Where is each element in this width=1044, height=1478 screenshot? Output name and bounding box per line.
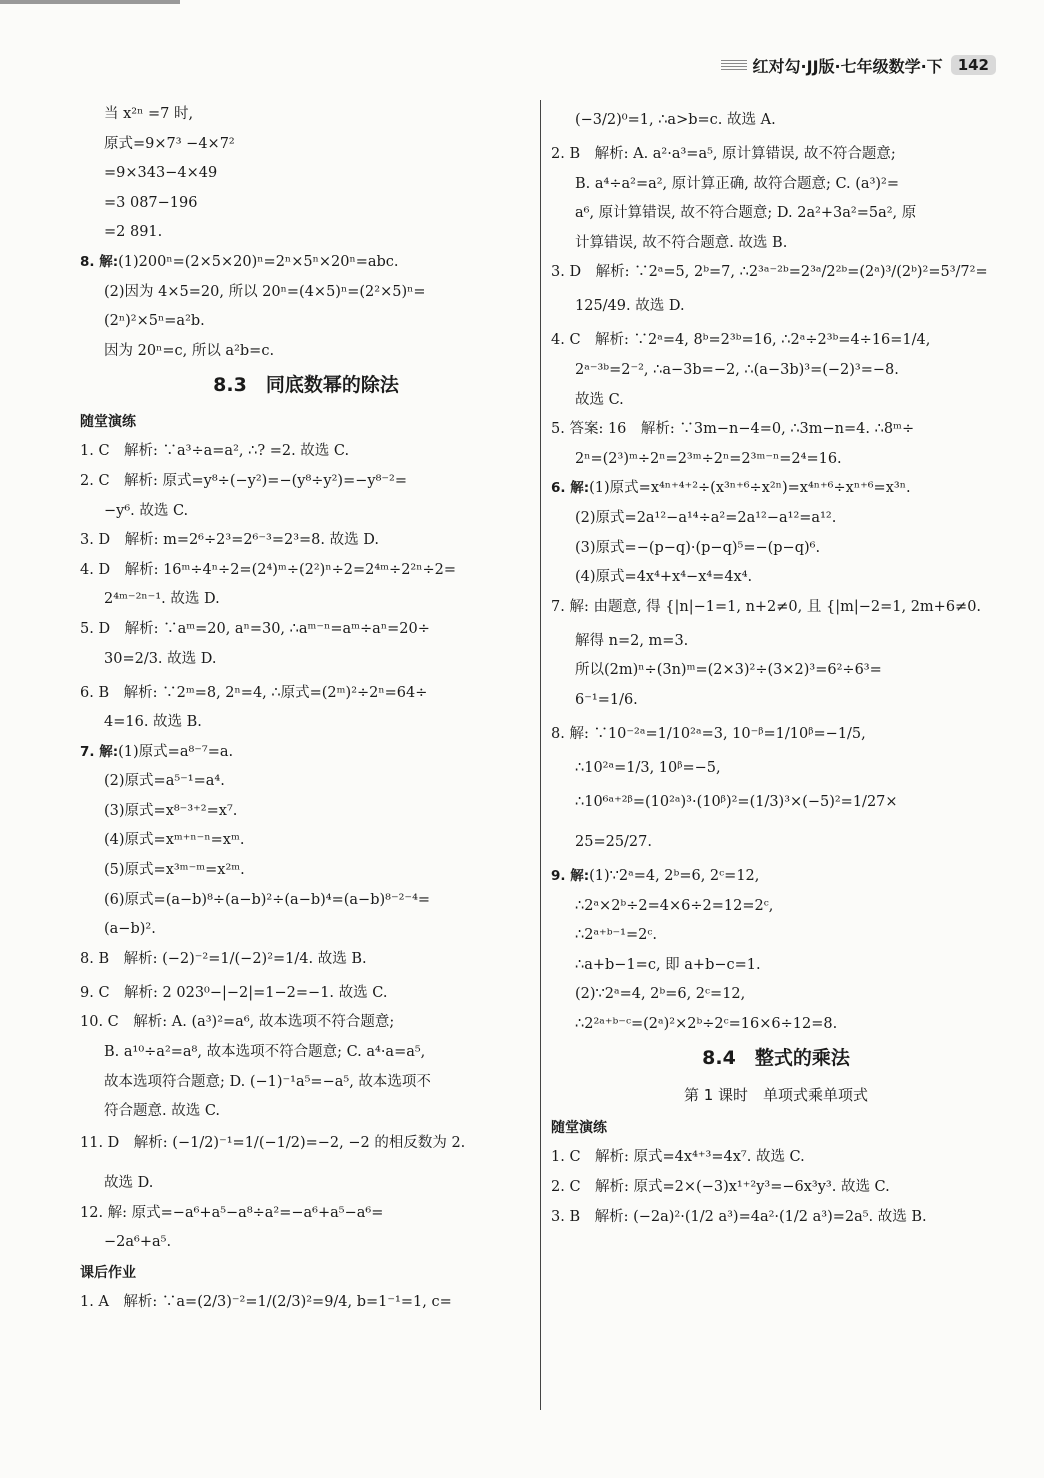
answer-line: 3. B 解析: (−2a)²·(1/2 a³)=4a²·(1/2 a³)=2a⁵. 故选 B. — [551, 1208, 927, 1225]
text-line: 当 x²ⁿ =7 时, — [104, 106, 194, 122]
answer-line: −y⁶. 故选 C. — [104, 502, 189, 519]
answer-line: (a−b)². — [104, 921, 156, 938]
answer-line: 30=2/3. 故选 D. — [104, 650, 217, 667]
answer-line: 4. C 解析: ∵2ᵃ=4, 8ᵇ=2³ᵇ=16, ∴2ᵃ÷2³ᵇ=4÷16=1/4, — [551, 332, 931, 349]
answer-line: 6. B 解析: ∵2ᵐ=8, 2ⁿ=4, ∴原式=(2ᵐ)²÷2ⁿ=64÷ — [80, 684, 428, 701]
answer-line: 8. 解: ∵10⁻²ᵃ=1/10²ᵃ=3, 10⁻ᵝ=1/10ᵝ=−1/5, — [551, 725, 866, 742]
q8-label: 8. 解: — [80, 253, 119, 270]
answer-line: 故选 D. — [104, 1175, 154, 1192]
answer-line: (−3/2)⁰=1, ∴a>b=c. 故选 A. — [575, 112, 776, 128]
answer-line: 2. C 解析: 原式=y⁸÷(−y²)=−(y⁸÷y²)=−y⁸⁻²= — [80, 472, 407, 489]
answer-line: 12. 解: 原式=−a⁶+a⁵−a⁸÷a²=−a⁶+a⁵−a⁶= — [80, 1204, 384, 1221]
answer-line: 5. D 解析: ∵aᵐ=20, aⁿ=30, ∴aᵐ⁻ⁿ=aᵐ÷aⁿ=20÷ — [80, 620, 430, 637]
answer-line: (4)原式=4x⁴+x⁴−x⁴=4x⁴. — [575, 569, 753, 586]
answer-line: 10. C 解析: A. (a³)²=a⁶, 故本选项不符合题意; — [80, 1014, 395, 1031]
header-lines-icon — [721, 60, 747, 70]
answer-line: 2ᵃ⁻³ᵇ=2⁻², ∴a−3b=−2, ∴(a−3b)³=(−2)³=−8. — [575, 361, 899, 378]
answer-line: 7. 解: 由题意, 得 {|n|−1=1, n+2≠0, 且 {|m|−2=1, 2m+6≠0. — [551, 598, 982, 615]
right-column — [551, 104, 1001, 1236]
q9-label: 9. 解: — [551, 867, 590, 884]
answer-line: (2)原式=2a¹²−a¹⁴÷a²=2a¹²−a¹²=a¹². — [575, 509, 837, 526]
lesson-title: 第 1 课时 单项式乘单项式 — [683, 1086, 869, 1105]
subsection-heading: 随堂演练 — [80, 414, 136, 431]
answer-line: 2⁴ᵐ⁻²ⁿ⁻¹. 故选 D. — [104, 591, 220, 608]
answer-line: ∴2ᵃ×2ᵇ÷2=4×6÷2=12=2ᶜ, — [575, 897, 774, 914]
answer-line: 25=25/27. — [575, 833, 652, 850]
answer-line: (2)∵2ᵃ=4, 2ᵇ=6, 2ᶜ=12, — [575, 986, 746, 1003]
answer-line: ∴2²ᵃ⁺ᵇ⁻ᶜ=(2ᵃ)²×2ᵇ÷2ᶜ=16×6÷12=8. — [575, 1015, 838, 1032]
q7-line — [80, 742, 532, 762]
answer-line: 8. B 解析: (−2)⁻²=1/(−2)²=1/4. 故选 B. — [80, 950, 367, 967]
answer-line: 1. A 解析: ∵a=(2/3)⁻²=1/(2/3)²=9/4, b=1⁻¹=1, c= — [80, 1294, 452, 1310]
scan-top-mark — [0, 0, 180, 4]
q7-label: 7. 解: — [80, 743, 119, 760]
q6-label: 6. 解: — [551, 480, 590, 497]
answer-line: 125/49. 故选 D. — [575, 298, 685, 315]
answer-line: ∴10⁶ᵃ⁺²ᵝ=(10²ᵃ)³·(10ᵝ)²=(1/3)³×(−5)²=1/27× — [575, 793, 898, 810]
section-title-8-4: 8.4 整式的乘法 — [702, 1047, 850, 1070]
q7-text: (1)原式=a⁸⁻⁷=a. — [118, 743, 234, 760]
answer-line: 9. C 解析: 2 023⁰−|−2|=1−2=−1. 故选 C. — [80, 984, 388, 1001]
answer-line: 2. C 解析: 原式=2×(−3)x¹⁺²y³=−6x³y³. 故选 C. — [551, 1179, 890, 1196]
answer-line: 解得 n=2, m=3. — [575, 632, 689, 649]
answer-line: B. a⁴÷a²=a², 原计算正确, 故符合题意; C. (a³)²= — [575, 175, 900, 192]
answer-line: (4)原式=xᵐ⁺ⁿ⁻ⁿ=xᵐ. — [104, 832, 245, 849]
answer-line: 2ⁿ=(2³)ᵐ÷2ⁿ=2³ᵐ÷2ⁿ=2³ᵐ⁻ⁿ=2⁴=16. — [575, 450, 842, 467]
column-divider — [540, 100, 541, 1410]
answer-line: (3)原式=x⁸⁻³⁺²=x⁷. — [104, 802, 238, 819]
answer-line: −2a⁶+a⁵. — [104, 1234, 172, 1251]
subsection-heading: 课后作业 — [80, 1265, 136, 1281]
answer-line: 故本选项符合题意; D. (−1)⁻¹a⁵=−a⁵, 故本选项不 — [104, 1073, 431, 1090]
answer-line: a⁶, 原计算错误, 故不符合题意; D. 2a²+3a²=5a², 原 — [575, 205, 917, 222]
text-line: (2)因为 4×5=20, 所以 20ⁿ=(4×5)ⁿ=(2²×5)ⁿ= — [104, 283, 426, 300]
answer-line: 故选 C. — [575, 391, 624, 408]
q8-text: (1)200ⁿ=(2×5×20)ⁿ=2ⁿ×5ⁿ×20ⁿ=abc. — [118, 253, 399, 270]
q6-text: (1)原式=x⁴ⁿ⁺⁴⁺²÷(x³ⁿ⁺⁶÷x²ⁿ)=x⁴ⁿ⁺⁶÷xⁿ⁺⁶=x³ⁿ. — [589, 480, 911, 497]
q9-text: (1)∵2ᵃ=4, 2ᵇ=6, 2ᶜ=12, — [589, 867, 760, 884]
answer-line: 所以(2m)ⁿ÷(3n)ᵐ=(2×3)²÷(3×2)³=6²÷6³= — [575, 662, 882, 679]
text-line: 因为 20ⁿ=c, 所以 a²b=c. — [104, 342, 275, 359]
answer-line: (5)原式=x³ᵐ⁻ᵐ=x²ᵐ. — [104, 862, 245, 879]
answer-line: 3. D 解析: m=2⁶÷2³=2⁶⁻³=2³=8. 故选 D. — [80, 532, 379, 549]
text-line: =9×343−4×49 — [104, 165, 218, 182]
answer-line: 4. D 解析: 16ᵐ÷4ⁿ÷2=(2⁴)ᵐ÷(2²)ⁿ÷2=2⁴ᵐ÷2²ⁿ÷2= — [80, 561, 457, 578]
answer-line: ∴2ᵃ⁺ᵇ⁻¹=2ᶜ. — [575, 927, 657, 944]
answer-line: (3)原式=−(p−q)·(p−q)⁵=−(p−q)⁶. — [575, 539, 821, 556]
answer-line: 5. 答案: 16 解析: ∵3m−n−4=0, ∴3m−n=4. ∴8ᵐ÷ — [551, 421, 915, 438]
page-number: 142 — [951, 55, 996, 75]
q8-line — [80, 252, 532, 272]
text-line: (2ⁿ)²×5ⁿ=a²b. — [104, 313, 205, 330]
answer-line: 计算错误, 故不符合题意. 故选 B. — [575, 234, 788, 251]
text-line: =2 891. — [104, 224, 163, 241]
text-line: 原式=9×7³ −4×7² — [104, 135, 235, 152]
subsection-heading: 随堂演练 — [551, 1120, 607, 1137]
text-line: =3 087−196 — [104, 194, 198, 211]
answer-line: 4=16. 故选 B. — [104, 714, 202, 731]
answer-line: (6)原式=(a−b)⁸÷(a−b)²÷(a−b)⁴=(a−b)⁸⁻²⁻⁴= — [104, 891, 431, 908]
header-title: 红对勾·JJ版·七年级数学·下 — [752, 56, 943, 76]
answer-line: 11. D 解析: (−1/2)⁻¹=1/(−1/2)=−2, −2 的相反数为 2. — [80, 1135, 466, 1152]
answer-line: 1. C 解析: 原式=4x⁴⁺³=4x⁷. 故选 C. — [551, 1149, 805, 1166]
page-header — [721, 52, 996, 78]
answer-line: 1. C 解析: ∵a³÷a=a², ∴? =2. 故选 C. — [80, 443, 350, 460]
q6-line — [551, 478, 1001, 498]
answer-line: 6⁻¹=1/6. — [575, 691, 638, 708]
answer-line: 符合题意. 故选 C. — [104, 1103, 221, 1120]
section-title-8-3: 8.3 同底数幂的除法 — [213, 374, 399, 397]
answer-line: (2)原式=a⁵⁻¹=a⁴. — [104, 773, 225, 790]
q9-line — [551, 866, 1001, 886]
answer-line: ∴a+b−1=c, 即 a+b−c=1. — [575, 956, 761, 973]
answer-line: B. a¹⁰÷a²=a⁸, 故本选项不符合题意; C. a⁴·a=a⁵, — [104, 1044, 426, 1061]
left-column — [80, 104, 532, 1326]
answer-line: 3. D 解析: ∵2ᵃ=5, 2ᵇ=7, ∴2³ᵃ⁻²ᵇ=2³ᵃ/2²ᵇ=(2ᵃ)³/(2ᵇ)²=5³/7²= — [551, 264, 988, 281]
answer-line: ∴10²ᵃ=1/3, 10ᵝ=−5, — [575, 759, 721, 776]
answer-line: 2. B 解析: A. a²·a³=a⁵, 原计算错误, 故不符合题意; — [551, 146, 896, 162]
